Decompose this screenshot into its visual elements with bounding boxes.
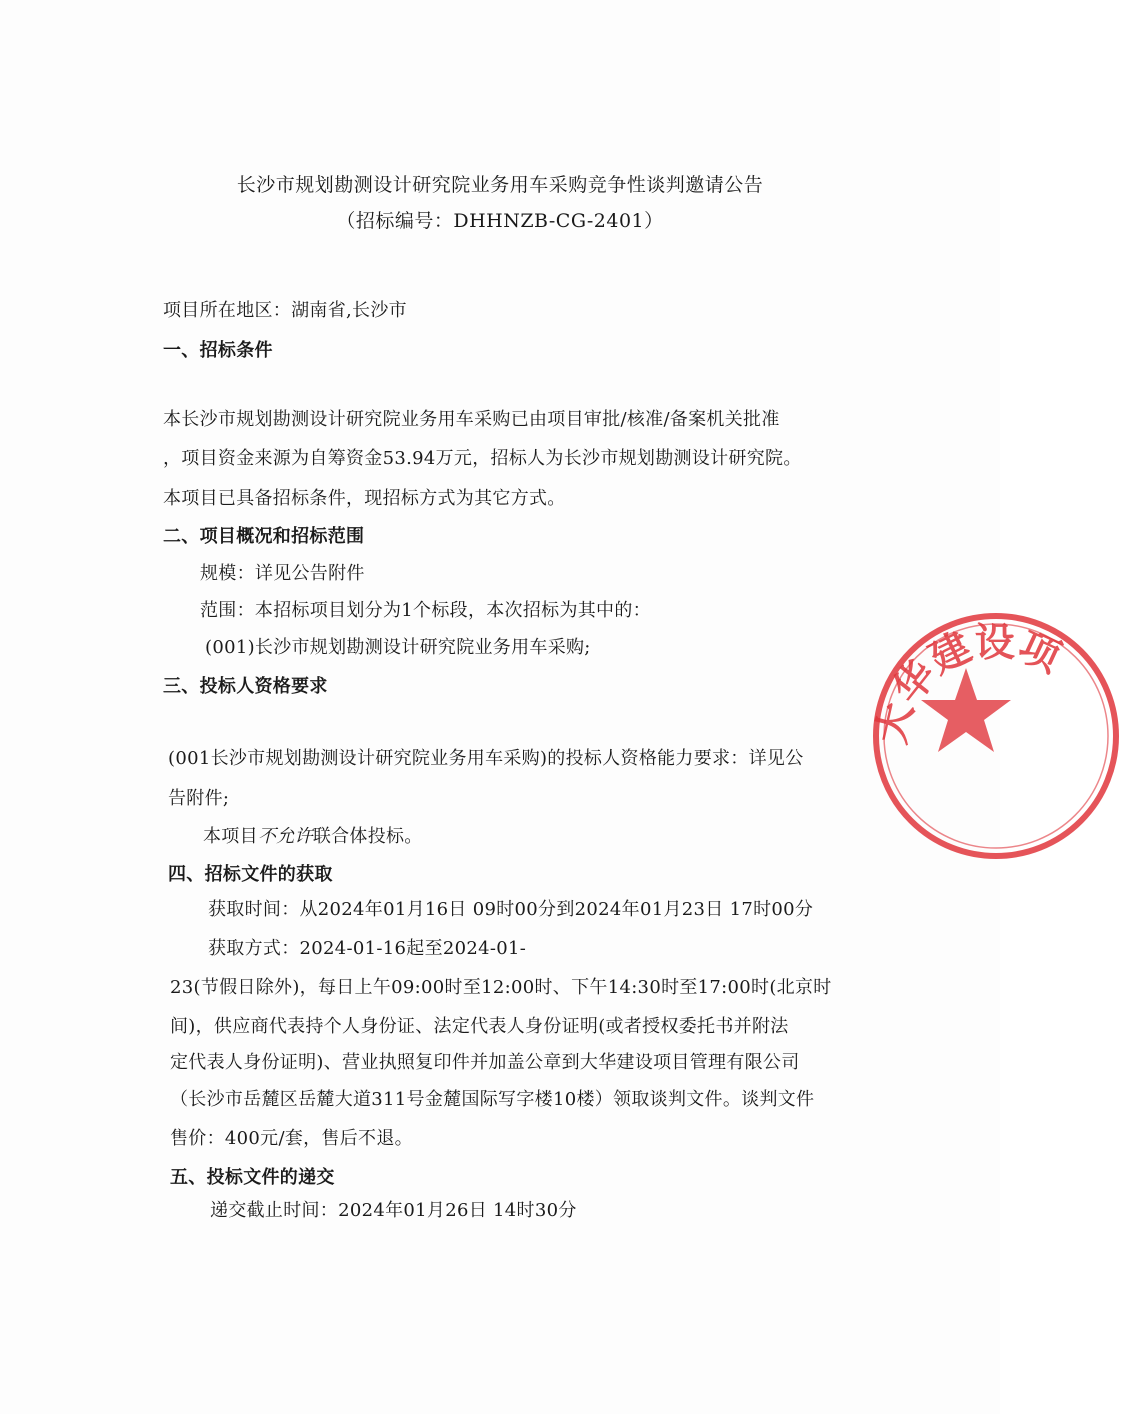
section4-method-line2: 23(节假日除外)，每日上午09:00时至12:00时、下午14:30时至17:00时(北京时	[170, 977, 832, 998]
section4-time: 获取时间：从2024年01月16日 09时00分到2024年01月23日 17时00分	[208, 899, 814, 920]
section3-requirement-line1: (001长沙市规划勘测设计研究院业务用车采购)的投标人资格能力要求：详见公	[168, 748, 804, 769]
section-heading-2: 二、项目概况和招标范围	[163, 526, 365, 547]
document-title: 长沙市规划勘测设计研究院业务用车采购竞争性谈判邀请公告	[236, 174, 764, 196]
section1-paragraph-line2: ，项目资金来源为自筹资金53.94万元，招标人为长沙市规划勘测设计研究院。	[163, 448, 802, 469]
section-heading-1: 一、招标条件	[163, 340, 273, 361]
section1-paragraph-line1: 本长沙市规划勘测设计研究院业务用车采购已由项目审批/核准/备案机关批准	[163, 409, 780, 430]
section3-joint-bid	[203, 822, 423, 848]
seal-text: 大华建设项	[867, 618, 1068, 748]
section4-method-line1: 获取方式：2024-01-16起至2024-01-	[208, 938, 527, 959]
joint-bid-not-allowed: 不允许	[257, 826, 313, 847]
section-heading-3: 三、投标人资格要求	[163, 676, 328, 697]
section4-method-line5: （长沙市岳麓区岳麓大道311号金麓国际写字楼10楼）领取谈判文件。谈判文件	[170, 1089, 815, 1110]
section5-deadline: 递交截止时间：2024年01月26日 14时30分	[210, 1200, 577, 1221]
section2-scope: 范围：本招标项目划分为1个标段，本次招标为其中的：	[200, 600, 651, 621]
section4-method-line6: 售价：400元/套，售后不退。	[170, 1128, 413, 1149]
section4-method-line4: 定代表人身份证明)、营业执照复印件并加盖公章到大华建设项目管理有限公司	[170, 1052, 800, 1073]
project-region: 项目所在地区：湖南省,长沙市	[163, 300, 407, 321]
section1-paragraph-line3: 本项目已具备招标条件，现招标方式为其它方式。	[163, 488, 566, 509]
section2-lot: (001)长沙市规划勘测设计研究院业务用车采购;	[205, 637, 591, 658]
joint-bid-suffix: 联合体投标。	[312, 826, 423, 847]
section3-requirement-line2: 告附件;	[168, 788, 230, 809]
section-heading-4: 四、招标文件的获取	[168, 864, 333, 885]
section-heading-5: 五、投标文件的递交	[170, 1167, 335, 1188]
section4-method-line3: 间)，供应商代表持个人身份证、法定代表人身份证明(或者授权委托书并附法	[170, 1016, 789, 1037]
section2-scale: 规模：详见公告附件	[200, 563, 365, 584]
company-seal-icon	[866, 606, 1126, 866]
joint-bid-prefix: 本项目	[203, 826, 258, 847]
bid-number: （招标编号：DHHNZB-CG-2401）	[336, 210, 664, 232]
